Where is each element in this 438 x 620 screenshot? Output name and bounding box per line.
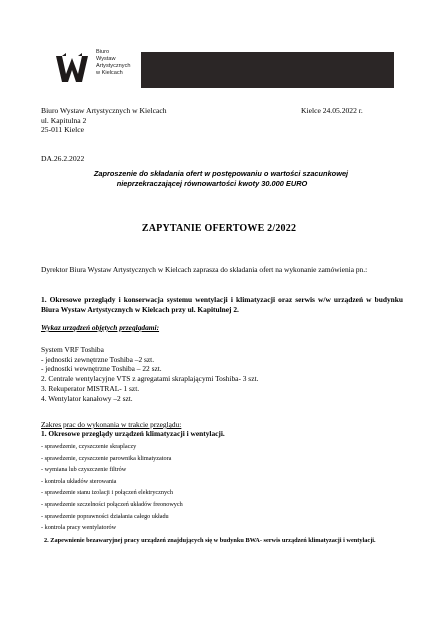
logo-line: Wystaw [96, 56, 116, 62]
scope-task: - sprawdzenie, czyszczenie skraplaczy [41, 443, 137, 450]
device-item: - jednostki wewnętrzne Toshiba – 22 szt. [41, 364, 162, 374]
logo-line: w Kielcach [96, 70, 123, 76]
page-title: ZAPYTANIE OFERTOWE 2/2022 [141, 223, 297, 234]
scope-task: - sprawdzenie stanu izolacji i połączeń elektrycznych [41, 489, 173, 497]
scope-task: - kontrola układów sterowania [41, 477, 117, 485]
scope-item-2: 2. Zapewnienie bezawaryjnej pracy urządzeń znajdujących się w budynku BWA- serwis urządzeń klimatyzacji i wentylacji. [44, 537, 376, 544]
devices-list [41, 345, 258, 403]
crown-w-logo-icon [54, 52, 90, 86]
logo-text [96, 49, 131, 77]
reference-number: DA.26.2.2022 [41, 154, 85, 163]
scope-task-list [41, 441, 183, 534]
scope-task: - sprawdzenie poprawności działania całego układu [41, 512, 169, 520]
header-bar [141, 52, 394, 88]
scope-heading: Zakres prac do wykonania w trakcie przeglądu: [41, 420, 182, 429]
sender-street: ul. Kapitulna 2 [41, 115, 87, 125]
device-item: 3. Rekuperator MISTRAL- 1 szt. [41, 383, 140, 393]
invitation-line: Zaproszenie do składania ofert w postępowaniu o wartości szacunkowej [93, 169, 349, 178]
date-place: Kielce 24.05.2022 r. [301, 106, 363, 115]
scope-item-1-title: 1. Okresowe przeglądy urządzeń klimatyzacji i wentylacji. [41, 429, 225, 438]
scope-task: - kontrola pracy wentylatorów [41, 524, 117, 532]
scope-task: - sprawdzenie, czyszczenie parownika klimatyzatora [41, 454, 172, 462]
invitation-line: nieprzekraczającej równowartości kwoty 30.000 EURO [116, 179, 308, 188]
invitation-heading [40, 169, 402, 189]
logo-line: Artystycznych [96, 63, 131, 69]
order-subject: 1. Okresowe przeglądy i konserwacja systemu wentylacji i klimatyzacji oraz serwis w/w urządzeń w budynku Biura Wystaw Artystycznych w Kielcach przy ul. Kapitulnej 2. [41, 295, 403, 315]
intro-paragraph: Dyrektor Biura Wystaw Artystycznych w Kielcach zaprasza do składania ofert na wykonanie zamówienia pn.: [41, 265, 368, 274]
device-item: System VRF Toshiba [41, 345, 104, 354]
sender-name: Biuro Wystaw Artystycznych w Kielcach [41, 106, 167, 115]
device-item: 4. Wentylator kanałowy –2 szt. [41, 393, 133, 403]
sender-block [41, 106, 167, 135]
sender-city: 25-011 Kielce [41, 125, 84, 135]
logo-line: Biuro [96, 49, 110, 55]
scope-task: - wymiana lub czyszczenie filtrów [41, 466, 127, 474]
devices-heading: Wykaz urządzeń objętych przeglądami: [41, 323, 160, 332]
scope-task: - sprawdzenie szczelności połączeń układów freonowych [41, 500, 183, 508]
device-item: - jednostki zewnętrzne Toshiba –2 szt. [41, 354, 155, 364]
device-item: 2. Centrale wentylacyjne VTS z agregatami skraplającymi Toshiba- 3 szt. [41, 374, 259, 384]
